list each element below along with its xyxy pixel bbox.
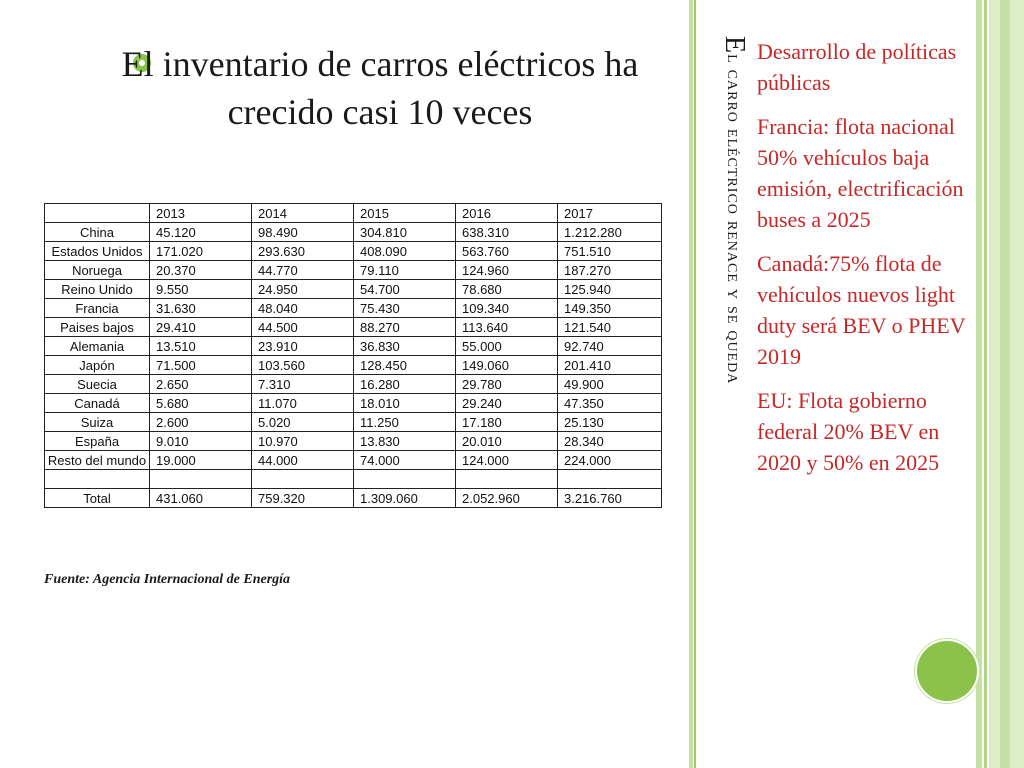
decorative-green-circle	[915, 639, 979, 703]
left-green-band-inner	[694, 0, 696, 768]
value-cell: 19.000	[150, 451, 252, 470]
value-cell: 55.000	[456, 337, 558, 356]
value-cell: 201.410	[558, 356, 662, 375]
value-cell: 2.600	[150, 413, 252, 432]
value-cell: 113.640	[456, 318, 558, 337]
header-cell: 2014	[252, 204, 354, 223]
country-cell: Estados Unidos	[45, 242, 150, 261]
inventory-table	[44, 203, 662, 508]
table-row	[45, 299, 662, 318]
section-title-initial: E	[719, 36, 750, 55]
header-cell	[45, 204, 150, 223]
value-cell: 10.970	[252, 432, 354, 451]
value-cell: 293.630	[252, 242, 354, 261]
value-cell: 20.010	[456, 432, 558, 451]
table-row	[45, 451, 662, 470]
value-cell: 49.900	[558, 375, 662, 394]
table-row	[45, 413, 662, 432]
right-green-band-stripe	[1000, 0, 1010, 768]
value-cell: 9.010	[150, 432, 252, 451]
value-cell: 408.090	[354, 242, 456, 261]
slide-title: El inventario de carros eléctricos ha crecido casi 10 veces	[121, 44, 639, 132]
table-row	[45, 394, 662, 413]
value-cell: 75.430	[354, 299, 456, 318]
country-cell: Canadá	[45, 394, 150, 413]
value-cell: 187.270	[558, 261, 662, 280]
value-cell: 149.350	[558, 299, 662, 318]
value-cell: 124.000	[456, 451, 558, 470]
right-green-band-thin	[976, 0, 982, 768]
value-cell: 44.000	[252, 451, 354, 470]
table-row	[45, 318, 662, 337]
value-cell: 13.510	[150, 337, 252, 356]
table-source: Fuente: Agencia Internacional de Energía	[44, 572, 291, 587]
value-cell	[456, 470, 558, 489]
side-point: EU: Flota gobierno federal 20% BEV en 2020 y 50% en 2025	[757, 388, 940, 475]
value-cell: 11.070	[252, 394, 354, 413]
country-cell	[45, 470, 150, 489]
header-cell: 2016	[456, 204, 558, 223]
value-cell: 47.350	[558, 394, 662, 413]
side-point: Francia: flota nacional 50% vehículos baja emisión, electrificación buses a 2025	[757, 114, 964, 232]
value-cell: 13.830	[354, 432, 456, 451]
value-cell: 78.680	[456, 280, 558, 299]
country-cell: Suecia	[45, 375, 150, 394]
value-cell: 5.020	[252, 413, 354, 432]
country-cell: China	[45, 223, 150, 242]
value-cell: 11.250	[354, 413, 456, 432]
country-cell: Alemania	[45, 337, 150, 356]
country-cell: Total	[45, 489, 150, 508]
side-points	[757, 36, 972, 491]
value-cell: 28.340	[558, 432, 662, 451]
value-cell: 5.680	[150, 394, 252, 413]
section-title	[714, 36, 750, 626]
value-cell: 31.630	[150, 299, 252, 318]
value-cell	[354, 470, 456, 489]
value-cell: 23.910	[252, 337, 354, 356]
value-cell: 29.410	[150, 318, 252, 337]
value-cell: 20.370	[150, 261, 252, 280]
table-row	[45, 356, 662, 375]
country-cell: Resto del mundo	[45, 451, 150, 470]
value-cell: 9.550	[150, 280, 252, 299]
table-row	[45, 375, 662, 394]
value-cell: 304.810	[354, 223, 456, 242]
value-cell: 2.650	[150, 375, 252, 394]
side-point: Canadá:75% flota de vehículos nuevos light duty será BEV o PHEV 2019	[757, 251, 966, 369]
value-cell: 1.309.060	[354, 489, 456, 508]
value-cell: 103.560	[252, 356, 354, 375]
table-row	[45, 261, 662, 280]
value-cell: 25.130	[558, 413, 662, 432]
table-row	[45, 337, 662, 356]
value-cell: 79.110	[354, 261, 456, 280]
value-cell: 3.216.760	[558, 489, 662, 508]
right-green-band-line	[984, 0, 987, 768]
header-cell: 2015	[354, 204, 456, 223]
value-cell: 74.000	[354, 451, 456, 470]
table-row	[45, 432, 662, 451]
value-cell: 751.510	[558, 242, 662, 261]
value-cell: 109.340	[456, 299, 558, 318]
value-cell: 759.320	[252, 489, 354, 508]
value-cell: 36.830	[354, 337, 456, 356]
value-cell: 224.000	[558, 451, 662, 470]
value-cell: 1.212.280	[558, 223, 662, 242]
country-cell: Suiza	[45, 413, 150, 432]
value-cell	[558, 470, 662, 489]
country-cell: España	[45, 432, 150, 451]
value-cell: 7.310	[252, 375, 354, 394]
section-title-rest: l carro eléctrico renace y se queda	[723, 54, 745, 385]
value-cell: 638.310	[456, 223, 558, 242]
value-cell: 431.060	[150, 489, 252, 508]
table-row	[45, 489, 662, 508]
value-cell: 563.760	[456, 242, 558, 261]
value-cell: 29.240	[456, 394, 558, 413]
value-cell: 54.700	[354, 280, 456, 299]
country-cell: Francia	[45, 299, 150, 318]
value-cell: 45.120	[150, 223, 252, 242]
value-cell: 98.490	[252, 223, 354, 242]
left-green-band	[689, 0, 693, 768]
value-cell	[150, 470, 252, 489]
country-cell: Paises bajos	[45, 318, 150, 337]
table-header-row	[45, 204, 662, 223]
value-cell: 149.060	[456, 356, 558, 375]
value-cell: 44.770	[252, 261, 354, 280]
value-cell: 171.020	[150, 242, 252, 261]
side-point: Desarrollo de políticas públicas	[757, 39, 957, 95]
header-cell: 2013	[150, 204, 252, 223]
value-cell: 24.950	[252, 280, 354, 299]
value-cell: 17.180	[456, 413, 558, 432]
country-cell: Japón	[45, 356, 150, 375]
value-cell: 2.052.960	[456, 489, 558, 508]
table-row	[45, 242, 662, 261]
value-cell: 92.740	[558, 337, 662, 356]
value-cell: 128.450	[354, 356, 456, 375]
value-cell: 121.540	[558, 318, 662, 337]
value-cell: 125.940	[558, 280, 662, 299]
value-cell: 16.280	[354, 375, 456, 394]
country-cell: Noruega	[45, 261, 150, 280]
value-cell: 71.500	[150, 356, 252, 375]
table-row	[45, 470, 662, 489]
table-row	[45, 280, 662, 299]
value-cell: 88.270	[354, 318, 456, 337]
header-cell: 2017	[558, 204, 662, 223]
table-row	[45, 223, 662, 242]
value-cell	[252, 470, 354, 489]
value-cell: 18.010	[354, 394, 456, 413]
value-cell: 44.500	[252, 318, 354, 337]
value-cell: 29.780	[456, 375, 558, 394]
value-cell: 124.960	[456, 261, 558, 280]
country-cell: Reino Unido	[45, 280, 150, 299]
value-cell: 48.040	[252, 299, 354, 318]
